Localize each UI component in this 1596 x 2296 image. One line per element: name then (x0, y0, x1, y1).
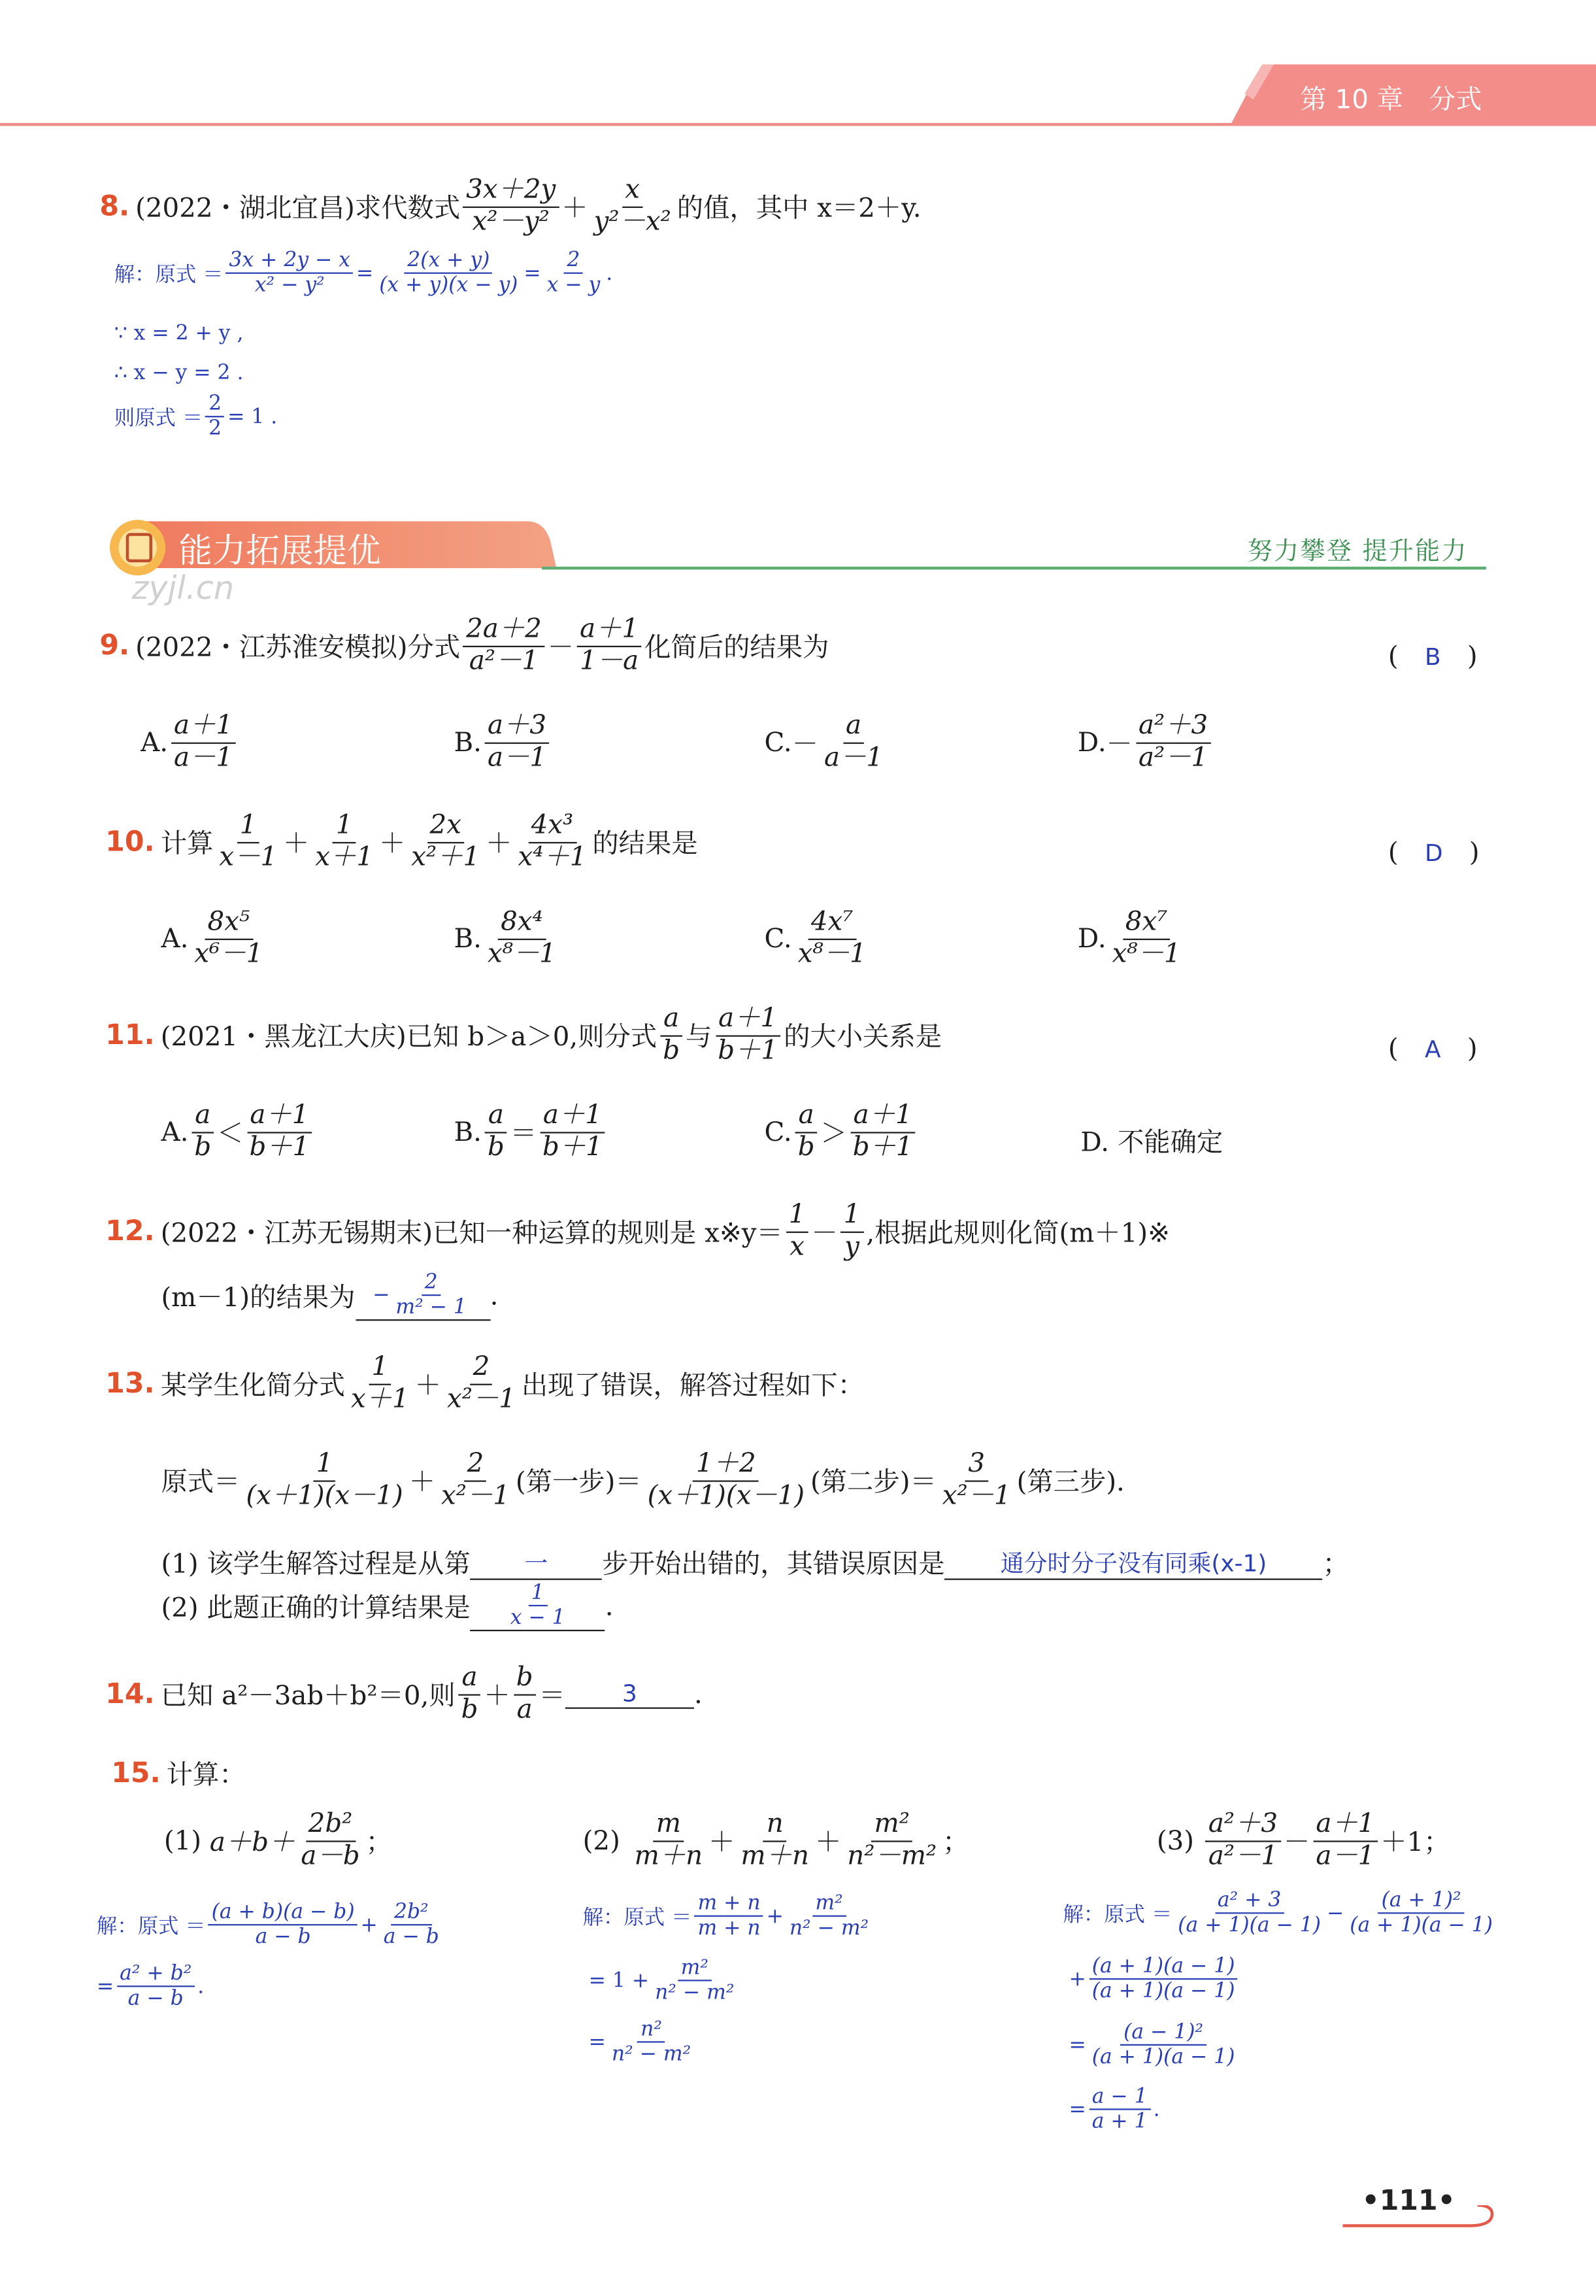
q15-solution3-line3: = $\frac{\text{(a − 1)²}}{(a + 1)(a - 1)}$ (1069, 2020, 1235, 2070)
q12-answer-blank[interactable]: − $\frac{2}{\text{m² − 1}}$ (355, 1271, 490, 1321)
q10-option-d[interactable]: D. 8x⁷ x⁸－1 (1077, 906, 1181, 970)
question-8: 8. (2022・湖北宜昌)求代数式 3x＋2y x²－y² ＋ x y²－x² 的值，其中 x＝2＋y. (99, 174, 922, 237)
q11-option-a[interactable]: A. a b ＜ a＋1 b＋1 (161, 1101, 315, 1163)
q8-solution-line2: ∵ x = 2 + y , (114, 322, 244, 346)
q9-option-a[interactable]: A. a＋1 a－1 (141, 712, 239, 774)
question-14: 14. 已知 a²－3ab＋b²＝0,则 a b ＋ b a ＝ 3 . (105, 1662, 703, 1725)
q11-option-d[interactable]: D. 不能确定 (1080, 1127, 1223, 1158)
q11-answer-bracket: ( A ) (1388, 1034, 1478, 1065)
q8-solution-line1: 解：原式 ＝ $\frac{3x + 2y - x}{\text{x² − y²}}$ = $\frac{2(x + y)}{(x + y)(x - y)}$ = $\frac{2}{x - y}$ . (114, 248, 613, 297)
q10-option-c[interactable]: C. 4x⁷ x⁸－1 (764, 906, 867, 970)
q9-answer-bracket: ( B ) (1388, 641, 1478, 673)
question-15: 15. 计算： (111, 1757, 246, 1791)
q13-part1: (1) 该学生解答过程是从第 一 步开始出错的，其错误原因是 通分时分子没有同乘(x-1) ； (161, 1544, 1348, 1581)
q10-option-b[interactable]: B. 8x⁴ x⁸－1 (454, 906, 556, 970)
watermark: zyjl.cn (131, 571, 235, 608)
question-9: 9. (2022・江苏淮安模拟)分式 2a＋2 a²－1 － a＋1 1－a 化简后的结果为 (99, 613, 829, 677)
q15-solution1-line1: 解：原式 ＝ (a + b)(a − b) a − b + $\frac{\text{2b²}}{a - b}$ (96, 1900, 439, 1950)
header-topic: 分式 (1429, 84, 1482, 116)
q8-solution-line4: 则原式 ＝ $\frac{2}{2}$ = 1 . (114, 392, 278, 441)
question-11: 11. (2021・黑龙江大庆)已知 b＞a＞0,则分式 a b 与 a＋1 b＋1 的大小关系是 (105, 1003, 942, 1066)
q10-answer-bracket: ( D ) (1388, 837, 1480, 869)
q15-solution3-line1: 解：原式 ＝ a² + 3 (a + 1)(a − 1) − $\frac{\text{(a + 1)²}}{(a + 1)(a - 1)}$ (1063, 1889, 1493, 1938)
q10-option-a[interactable]: A. 8x⁵ x⁶－1 (161, 906, 263, 970)
header-chapter: 第 10 章 (1300, 84, 1404, 116)
q9-option-b[interactable]: B. a＋3 a－1 (454, 712, 552, 774)
q15-part3: (3) a²＋3 a²－1 － a＋1 a－1 ＋1； (1156, 1808, 1450, 1871)
section-title: 能力拓展提优 (178, 533, 381, 571)
section-slogan: 努力攀登 提升能力 (1247, 537, 1468, 567)
q15-solution1-line2: = $\frac{\text{a² + b²}}{a - b}$ . (96, 1962, 205, 2011)
q15-solution3-line4: = $\frac{a - 1}{a + 1}$ . (1069, 2085, 1160, 2134)
q13-blank-result[interactable]: $\frac{1}{x - 1}$ (471, 1581, 605, 1632)
q9-option-d[interactable]: D. － a²＋3 a²－1 (1078, 712, 1214, 774)
q13-work: 原式＝ 1 (x＋1)(x－1) ＋ 2 x²－1 (第一步)＝ 1＋2 (x＋1)(x－1) (第二步)＝ 3 x²－1 (第三步). (161, 1448, 1125, 1511)
question-13: 13. 某学生化简分式 1 x＋1 ＋ 2 x²－1 出现了错误，解答过程如下： (105, 1351, 865, 1414)
q15-part2: (2) m m＋n ＋ n m＋n ＋ m² n²－m² ； (582, 1808, 969, 1871)
q8-solution-line3: ∴ x − y = 2 . (114, 362, 244, 386)
question-10: 10. 计算 1 x－1 ＋ 1 x＋1 ＋ 2x x²＋1 ＋ 4x³ x⁴＋1 的结果是 (105, 809, 698, 873)
q9-option-c[interactable]: C. － a a－1 (764, 710, 884, 773)
q15-solution3-line2: + $\frac{(a + 1)(a - 1)}{(a + 1)(a - 1)}$ (1069, 1955, 1240, 2003)
q15-solution2-line1: 解：原式 ＝ m + n m + n + $\frac{\text{m²}}{\text{n² − m²}}$ (582, 1891, 869, 1940)
section-icon (126, 533, 152, 562)
q13-blank-reason[interactable]: 通分时分子没有同乘(x-1) (945, 1545, 1323, 1580)
q15-part1: (1) a＋b＋ 2b² a－b ； (163, 1808, 392, 1871)
q15-solution2-line3: = $\frac{\text{n²}}{\text{n² − m²}}$ (588, 2017, 691, 2067)
page-number-underline (1340, 2205, 1498, 2231)
q11-option-c[interactable]: C. a b ＞ a＋1 b＋1 (764, 1101, 918, 1163)
q13-part2: (2) 此题正确的计算结果是 $\frac{1}{x - 1}$ . (161, 1581, 613, 1632)
page-number: •111• (1361, 2184, 1455, 2218)
header-tab (1230, 65, 1596, 126)
q12-line2: (m－1)的结果为 − $\frac{2}{\text{m² − 1}}$ . (161, 1271, 498, 1321)
q14-answer-blank[interactable]: 3 (565, 1680, 694, 1709)
q13-blank-step[interactable]: 一 (471, 1545, 603, 1580)
q15-solution2-line2: = 1 + $\frac{\text{m²}}{\text{n² − m²}}$ (588, 1956, 735, 2005)
question-12: 12. (2022・江苏无锡期末)已知一种运算的规则是 x※y＝ 1 x － 1 y ,根据此规则化简(m＋1)※ (105, 1199, 1170, 1262)
q11-option-b[interactable]: B. a b ＝ a＋1 b＋1 (454, 1101, 608, 1163)
